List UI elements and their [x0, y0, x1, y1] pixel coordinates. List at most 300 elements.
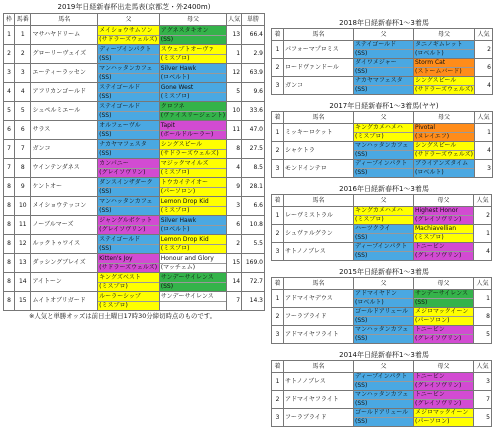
sire-line2: (SS): [99, 130, 112, 138]
broodmare-sire-line2: (ボールドルーラー): [160, 130, 214, 138]
broodmare-sire: [414, 124, 475, 142]
popularity: 4: [474, 243, 492, 261]
header-popularity: 人気: [474, 195, 492, 207]
past-result-block: [271, 184, 497, 261]
result-row: [272, 290, 492, 308]
sire: [98, 273, 160, 292]
header-horse-name: 馬名: [284, 195, 354, 207]
entry-row: [4, 45, 265, 64]
win-odds: 169.0: [242, 254, 265, 273]
broodmare-sire: [414, 142, 475, 160]
popularity: 1: [474, 290, 492, 308]
sire: [354, 326, 414, 344]
umaban-number: 7: [15, 140, 31, 159]
broodmare-sire-line1: Silver Hawk: [160, 65, 226, 74]
sire-line1: カンパニー: [98, 160, 159, 169]
sire-line2: (SS): [99, 206, 112, 214]
popularity: 2: [227, 235, 242, 254]
entry-row: [4, 197, 265, 216]
result-row: [272, 409, 492, 427]
sire: [354, 308, 414, 326]
broodmare-sire-line2: (パーソロン): [415, 317, 450, 324]
broodmare-sire: [159, 140, 226, 159]
entries-panel: [3, 2, 265, 322]
popularity: 5: [474, 326, 492, 344]
header-finish: 着: [272, 278, 284, 290]
result-row: [272, 124, 493, 142]
sire-line2: (SS): [355, 317, 368, 324]
umaban-number: 8: [15, 159, 31, 178]
header-popularity: 人気: [474, 29, 492, 41]
popularity: 5: [474, 409, 492, 427]
sire-line1: キングズベスト: [98, 274, 159, 283]
sire: [354, 207, 414, 225]
umaban-number: 4: [15, 83, 31, 102]
win-odds: 10.8: [242, 216, 265, 235]
waku-number: 8: [4, 235, 15, 254]
past-result-block: [271, 350, 497, 427]
broodmare-sire-line1: マジックマイルズ: [160, 160, 226, 169]
broodmare-sire-line1: トニービン: [414, 326, 473, 335]
broodmare-sire-line2: (ミスプロ): [160, 168, 190, 176]
finish-position: 2: [272, 225, 284, 243]
entry-row: [4, 83, 265, 102]
broodmare-sire-line2: (サドラーズウェルズ): [415, 86, 473, 93]
past-result-body: [272, 373, 492, 427]
broodmare-sire-line2: (ヴァイスリージェント): [160, 111, 226, 119]
sire-line2: (SS): [355, 151, 368, 158]
broodmare-sire-line1: サンデーサイレンス: [160, 293, 226, 302]
horse-name: アドマイヤフライト: [284, 326, 354, 344]
sire-line2: (SS): [355, 68, 368, 75]
header-broodmare-sire: 母父: [414, 361, 474, 373]
horse-name: モンドインテロ: [284, 160, 354, 178]
umaban-number: 6: [15, 121, 31, 140]
header-finish: 着: [272, 361, 284, 373]
past-result-body: [272, 207, 492, 261]
sire: [98, 64, 160, 83]
past-result-head: [272, 29, 493, 41]
waku-number: 8: [4, 178, 15, 197]
header-sire: 父: [98, 14, 160, 26]
result-row: [272, 207, 492, 225]
sire-line1: ディープインパクト: [354, 243, 413, 252]
result-row: [272, 391, 492, 409]
result-row: [272, 326, 492, 344]
broodmare-sire-line2: (ミスプロ): [160, 244, 190, 252]
win-odds: 2.9: [242, 45, 265, 64]
result-row: [272, 77, 493, 95]
popularity: 4: [227, 159, 242, 178]
popularity: 7: [227, 292, 242, 311]
broodmare-sire-line1: サンデーサイレンス: [160, 274, 226, 283]
broodmare-sire-line2: (SS): [415, 299, 428, 306]
popularity: 9: [227, 178, 242, 197]
broodmare-sire-line1: タニノギムレット: [414, 41, 474, 50]
win-odds: 6.6: [242, 197, 265, 216]
waku-number: 8: [4, 273, 15, 292]
popularity: 6: [474, 59, 492, 77]
sire-line2: (サドラーズウェルズ): [99, 35, 158, 43]
popularity: 14: [227, 273, 242, 292]
past-result-block: [271, 101, 497, 178]
finish-position: 3: [272, 160, 284, 178]
entries-header-row: [4, 14, 265, 26]
horse-name: アドマイヤフライト: [284, 391, 354, 409]
header-broodmare-sire: 母父: [414, 29, 475, 41]
result-row: [272, 243, 492, 261]
horse-name: ウインテンダネス: [31, 159, 98, 178]
sire-line1: ディープインパクト: [354, 160, 413, 169]
popularity: 1: [227, 45, 242, 64]
broodmare-sire-line2: (サドラーズウェルズ): [160, 149, 219, 157]
popularity: 2: [474, 207, 492, 225]
horse-name: グローリーヴェイズ: [31, 45, 98, 64]
sire-line2: (SS): [355, 418, 368, 425]
broodmare-sire-line1: Lemon Drop Kid: [160, 198, 226, 207]
horse-name: ルックトゥワイス: [31, 235, 98, 254]
waku-number: 6: [4, 121, 15, 140]
header-horse-name: 馬名: [284, 278, 354, 290]
finish-position: 3: [272, 243, 284, 261]
broodmare-sire: [414, 160, 475, 178]
sire-line1: ディープインパクト: [98, 46, 159, 55]
sire: [98, 197, 160, 216]
sire-line1: マンハッタンカフェ: [354, 391, 413, 400]
sire-line1: アドマイヤドン: [354, 290, 413, 299]
odds-note: ※人気と単勝オッズは前日土曜日17時30分締切時点のものです。: [29, 312, 217, 320]
win-odds: 33.6: [242, 102, 265, 121]
broodmare-sire-line1: トウカイテイオー: [160, 179, 226, 188]
broodmare-sire-line1: シングスピール: [414, 142, 474, 151]
sire-line1: ルーラーシップ: [98, 293, 159, 302]
broodmare-sire-line1: クロフネ: [160, 103, 226, 112]
broodmare-sire: [414, 77, 475, 95]
result-row: [272, 142, 493, 160]
header-horse-name: 馬名: [31, 14, 98, 26]
broodmare-sire-line2: (ミスプロ): [160, 92, 190, 100]
sire-line2: (ミスプロ): [355, 216, 384, 223]
broodmare-sire-line1: ブライアンズタイム: [414, 160, 474, 169]
header-waku: 枠: [4, 14, 15, 26]
waku-number: 3: [4, 64, 15, 83]
broodmare-sire: [159, 64, 226, 83]
popularity: 3: [227, 197, 242, 216]
past-result-head: [272, 112, 493, 124]
horse-name: シャケトラ: [284, 142, 354, 160]
broodmare-sire: [159, 102, 226, 121]
header-finish: 着: [272, 112, 284, 124]
entry-row: [4, 159, 265, 178]
broodmare-sire-line1: シングスピール: [160, 141, 226, 150]
popularity: 8: [474, 308, 492, 326]
sire-line2: (SS): [99, 244, 112, 252]
popularity: 3: [474, 373, 492, 391]
broodmare-sire-line2: (グレイソヴリン): [415, 335, 462, 342]
popularity: 3: [474, 160, 492, 178]
sire-line2: (ミスプロ): [99, 301, 128, 309]
past-result-header-row: [272, 361, 492, 373]
sire-line1: オルフェーヴル: [98, 122, 159, 131]
popularity: 7: [474, 391, 492, 409]
horse-name: ミッキーロケット: [284, 124, 354, 142]
sire: [354, 142, 414, 160]
broodmare-sire-line2: (SS): [160, 35, 174, 43]
entry-row: [4, 102, 265, 121]
umaban-number: 5: [15, 102, 31, 121]
sire-line1: ダイワメジャー: [354, 59, 413, 68]
header-popularity: 人気: [474, 112, 492, 124]
sire-line2: (SS): [355, 234, 368, 241]
broodmare-sire: [159, 197, 226, 216]
finish-position: 2: [272, 59, 284, 77]
header-sire: 父: [354, 112, 414, 124]
header-horse-name: 馬名: [284, 112, 354, 124]
broodmare-sire-line2: (ヌレイエフ): [415, 133, 450, 140]
broodmare-sire: [414, 225, 474, 243]
horse-name: ロードヴァンドール: [284, 59, 354, 77]
broodmare-sire-line1: Storm Cat: [414, 59, 474, 68]
horse-name: ムイトオブリガード: [31, 292, 98, 311]
win-odds: 63.9: [242, 64, 265, 83]
header-broodmare-sire: 母父: [414, 112, 475, 124]
win-odds: 72.7: [242, 273, 265, 292]
win-odds: 9.6: [242, 83, 265, 102]
win-odds: 8.5: [242, 159, 265, 178]
past-result-title: 2016年日経新春杯1～3着馬: [339, 185, 429, 193]
sire-line2: (SS): [99, 187, 112, 195]
past-result-header-row: [272, 112, 493, 124]
past-result-body: [272, 124, 493, 178]
sire-line2: (ミスプロ): [355, 133, 384, 140]
result-row: [272, 41, 493, 59]
horse-name: フーラブライド: [284, 308, 354, 326]
header-popularity: 人気: [474, 361, 492, 373]
broodmare-sire-line2: (グレイソヴリン): [415, 400, 462, 407]
sire: [98, 26, 160, 45]
past-result-header-row: [272, 278, 492, 290]
broodmare-sire: [159, 83, 226, 102]
sire-line2: (グレイソヴリン): [99, 225, 146, 233]
horse-name: フーラブライド: [284, 409, 354, 427]
broodmare-sire-line2: (ロベルト): [160, 225, 190, 233]
header-sire: 父: [354, 195, 414, 207]
popularity: 15: [227, 254, 242, 273]
sire-line2: (ロベルト): [355, 299, 384, 306]
past-result-table: [271, 111, 493, 178]
broodmare-sire: [159, 178, 226, 197]
broodmare-sire-line2: (サドラーズウェルズ): [415, 151, 473, 158]
horse-name: アフリカンゴールド: [31, 83, 98, 102]
sire-line1: マンハッタンカフェ: [354, 326, 413, 335]
past-result-table: [271, 194, 492, 261]
broodmare-sire-line1: Pivotal: [414, 124, 474, 133]
sire-line1: ナカヤマフェスタ: [98, 141, 159, 150]
horse-name: サトノノブレス: [284, 373, 354, 391]
entries-title: 2019年日経新春杯出走馬表(京都芝・外2400m): [57, 3, 211, 11]
past-result-head: [272, 278, 492, 290]
past-result-header-row: [272, 29, 493, 41]
sire: [354, 160, 414, 178]
broodmare-sire-line1: アグネスタキオン: [160, 27, 226, 36]
waku-number: 5: [4, 102, 15, 121]
win-odds: 47.0: [242, 121, 265, 140]
horse-name: アドマイヤデウス: [284, 290, 354, 308]
sire: [354, 41, 414, 59]
horse-name: シュペルミエール: [31, 102, 98, 121]
broodmare-sire: [414, 326, 474, 344]
waku-number: 7: [4, 159, 15, 178]
popularity: 1: [474, 124, 492, 142]
horse-name: ケントオー: [31, 178, 98, 197]
sire: [354, 373, 414, 391]
popularity: 4: [474, 142, 492, 160]
past-result-table: [271, 277, 492, 344]
finish-position: 3: [272, 409, 284, 427]
sire-line1: Kitten's Joy: [98, 255, 159, 264]
horse-name: ダッシングブレイズ: [31, 254, 98, 273]
past-results-panel: [271, 18, 497, 433]
sire: [354, 409, 414, 427]
past-result-title: 2018年日経新春杯1～3着馬: [339, 19, 429, 27]
sire: [98, 140, 160, 159]
sire: [98, 178, 160, 197]
broodmare-sire-line2: (ロベルト): [160, 73, 190, 81]
horse-name: ノーブルマーズ: [31, 216, 98, 235]
entry-row: [4, 292, 265, 311]
horse-name: ガンコ: [31, 140, 98, 159]
sire-line2: (SS): [99, 73, 112, 81]
past-result-title: 2017年日経新春杯1～3着馬(ヤヤ): [329, 102, 439, 110]
broodmare-sire: [414, 41, 475, 59]
sire-line1: ナカヤマフェスタ: [354, 77, 413, 86]
finish-position: 1: [272, 207, 284, 225]
sire-line1: キングカメハメハ: [354, 207, 413, 216]
broodmare-sire-line1: シングスピール: [414, 77, 474, 86]
popularity: 6: [227, 216, 242, 235]
broodmare-sire-line1: サンデーサイレンス: [414, 290, 473, 299]
sire-line1: ステイゴールド: [98, 236, 159, 245]
sire-line1: ステイゴールド: [98, 103, 159, 112]
broodmare-sire-line1: Honour and Glory: [160, 255, 226, 264]
sire: [354, 59, 414, 77]
past-result-head: [272, 195, 492, 207]
sire-line2: (SS): [355, 252, 368, 259]
broodmare-sire-line2: (SS): [160, 282, 174, 290]
result-row: [272, 160, 493, 178]
popularity: 12: [227, 64, 242, 83]
sire-line1: ハーツクライ: [354, 225, 413, 234]
umaban-number: 10: [15, 197, 31, 216]
broodmare-sire: [414, 207, 474, 225]
sire-line2: (SS): [99, 54, 112, 62]
broodmare-sire-line2: (ロベルト): [415, 169, 444, 176]
broodmare-sire: [159, 292, 226, 311]
entry-row: [4, 235, 265, 254]
popularity: 8: [227, 140, 242, 159]
entries-table: [3, 13, 265, 311]
broodmare-sire: [414, 409, 474, 427]
entry-row: [4, 273, 265, 292]
broodmare-sire-line1: トニービン: [414, 243, 473, 252]
sire-line2: (SS): [355, 86, 368, 93]
sire-line2: (SS): [355, 169, 368, 176]
header-finish: 着: [272, 29, 284, 41]
popularity: 11: [227, 121, 242, 140]
sire-line2: (SS): [99, 92, 112, 100]
sire-line2: (ミスプロ): [99, 282, 128, 290]
past-result-title: 2015年日経新春杯1～3着馬: [339, 268, 429, 276]
sire-line1: キングカメハメハ: [354, 124, 413, 133]
past-result-header-row: [272, 195, 492, 207]
finish-position: 3: [272, 326, 284, 344]
sire-line2: (SS): [355, 335, 368, 342]
horse-name: アイトーン: [31, 273, 98, 292]
broodmare-sire-line1: メジロマックイーン: [414, 409, 473, 418]
broodmare-sire-line1: Gone West: [160, 84, 226, 93]
result-row: [272, 59, 493, 77]
broodmare-sire-line2: (グレイソヴリン): [415, 252, 462, 259]
waku-number: 8: [4, 197, 15, 216]
broodmare-sire-line1: Highest Honor: [414, 207, 473, 216]
past-result-body: [272, 41, 493, 95]
broodmare-sire-line1: スウェプトオーヴァ: [160, 46, 226, 55]
sire: [354, 243, 414, 261]
finish-position: 3: [272, 77, 284, 95]
header-horse-name: 馬名: [284, 29, 354, 41]
waku-number: 7: [4, 140, 15, 159]
sire: [354, 290, 414, 308]
umaban-number: 11: [15, 216, 31, 235]
entry-row: [4, 216, 265, 235]
broodmare-sire: [159, 26, 226, 45]
finish-position: 1: [272, 124, 284, 142]
sire-line1: ステイゴールド: [354, 41, 413, 50]
sire: [354, 77, 414, 95]
header-umaban: 馬番: [15, 14, 31, 26]
broodmare-sire-line2: (グレイソヴリン): [415, 382, 462, 389]
popularity: 13: [227, 26, 242, 45]
sire: [354, 225, 414, 243]
entry-row: [4, 178, 265, 197]
sire-line1: マンハッタンカフェ: [354, 142, 413, 151]
broodmare-sire-line2: (グレイソヴリン): [415, 216, 462, 223]
broodmare-sire: [414, 308, 474, 326]
broodmare-sire-line2: (パーソロン): [415, 418, 450, 425]
finish-position: 1: [272, 290, 284, 308]
header-popularity: 人気: [227, 14, 242, 26]
popularity: 5: [227, 83, 242, 102]
win-odds: 14.3: [242, 292, 265, 311]
broodmare-sire-line1: Silver Hawk: [160, 217, 226, 226]
past-result-body: [272, 290, 492, 344]
waku-number: 2: [4, 45, 15, 64]
waku-number: 1: [4, 26, 15, 45]
horse-name: メイショウテッコン: [31, 197, 98, 216]
broodmare-sire-line1: Lemon Drop Kid: [160, 236, 226, 245]
sire: [98, 292, 160, 311]
horse-name: エーティーラッセン: [31, 64, 98, 83]
broodmare-sire: [159, 254, 226, 273]
broodmare-sire: [414, 290, 474, 308]
horse-name: マサハヤドリーム: [31, 26, 98, 45]
broodmare-sire: [159, 45, 226, 64]
horse-name: ガンコ: [284, 77, 354, 95]
entry-row: [4, 121, 265, 140]
finish-position: 2: [272, 308, 284, 326]
popularity: 2: [474, 41, 492, 59]
entry-row: [4, 254, 265, 273]
